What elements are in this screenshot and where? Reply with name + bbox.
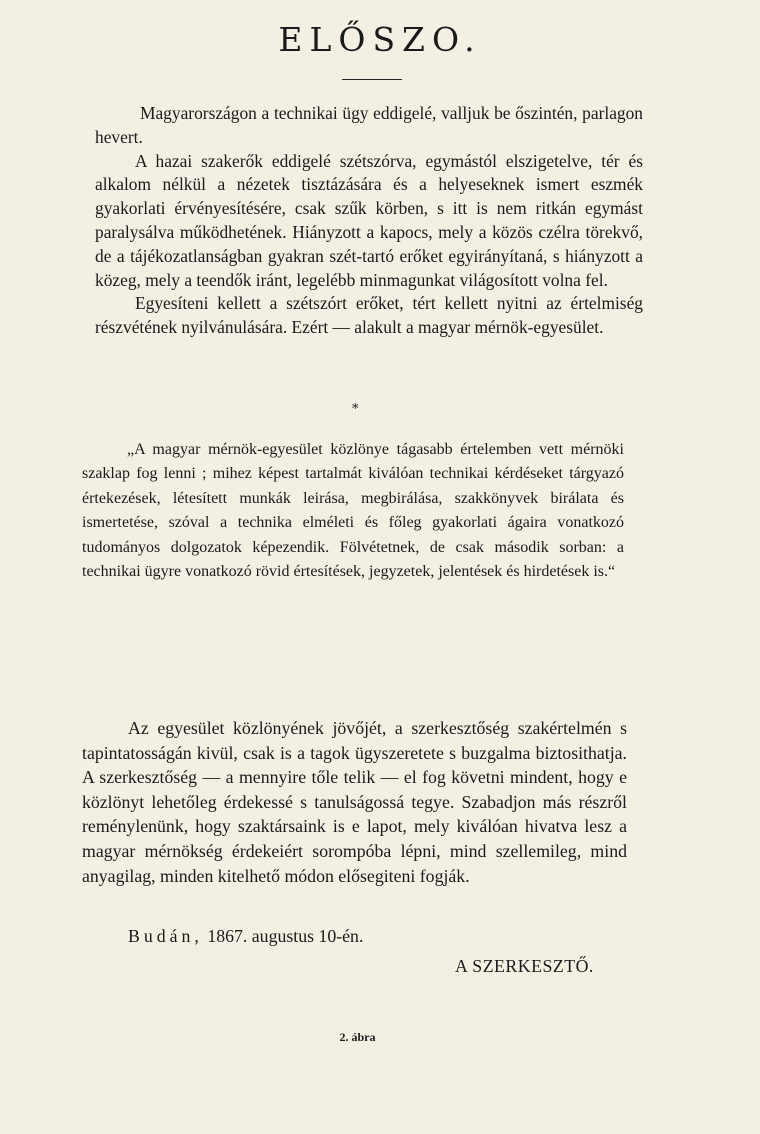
intro-paragraph-1: Magyarországon a technikai ügy eddigelé, valljuk be őszintén, parlagon hevert. — [95, 103, 643, 147]
intro-paragraph-3: Egyesíteni kellett a szétszórt erőket, tért kellett nyitni az értelmiség részvétének nyilvánulására. Ezért — alakult a magyar mérnök-egyesület. — [95, 293, 643, 338]
quote-paragraph: „A magyar mérnök-egyesület közlönye tágasabb értelemben vett mérnöki szaklap fog lenni ; mihez képest tartalmát kiválóan technikai kérdéseket tárgyazó értekezések, létesített munkák leirása, megbirálása, szakkönyvek birálata és ismertetése, szóval a technika elméleti és főleg gyakorlati ágaira vonatkozó tudományos dolgozatok képezendik. Fölvétetnek, de csak második sorban: a technikai ügyre vonatkozó rövid értesítések, jegyzetek, jelentések és hirdetések is.“ — [82, 441, 624, 581]
intro-paragraph-2: A hazai szakerők eddigelé szétszórva, egymástól elszigetelve, tér és alkalom nélkül a nézetek tisztázására és a helyeseknek ismert eszmék gyakorlati érvényesítésére, csak szűk körben, s itt is nem ritkán egymást paralysálva működhetének. Hiányzott a kapocs, mely a közös czélra törekvő, de a tájékozatlanságban gyakran szét-tartó erőket egyirányítaná, s hiányzott a közeg, mely a teendők iránt, legelébb minmagunkat világosított volna fel. — [95, 150, 643, 290]
intro-section — [95, 102, 643, 340]
closing-section — [82, 716, 627, 888]
dateline-date: 1867. augustus 10-én. — [207, 926, 364, 946]
page-title: ELŐSZO. — [278, 20, 482, 59]
title-divider — [342, 79, 402, 80]
dateline — [128, 926, 363, 947]
section-separator: * — [352, 402, 359, 417]
signature: A SZERKESZTŐ. — [455, 956, 594, 976]
quote-section — [82, 438, 624, 584]
figure-caption: 2. ábra — [339, 1030, 376, 1044]
dateline-place: Budán, — [128, 926, 203, 946]
closing-paragraph: Az egyesület közlönyének jövőjét, a szerkesztőség szakértelmén s tapintatosságán kivül, csak is a tagok ügyszeretete s buzgalma biztosithatja. A szerkesztőség — a mennyire tőle telik — el fog követni mindent, hogy e közlönyt lehetőleg érdekessé s tanulságossá tegye. Szabadjon más részről reménylenünk, hogy szaktársaink is e lapot, mely kiválóan hivatva lesz a magyar mérnökség érdekeiért sorompóba lépni, mind szellemileg, mind anyagilag, minden kitelhető módon elősegiteni fogják. — [82, 718, 627, 886]
